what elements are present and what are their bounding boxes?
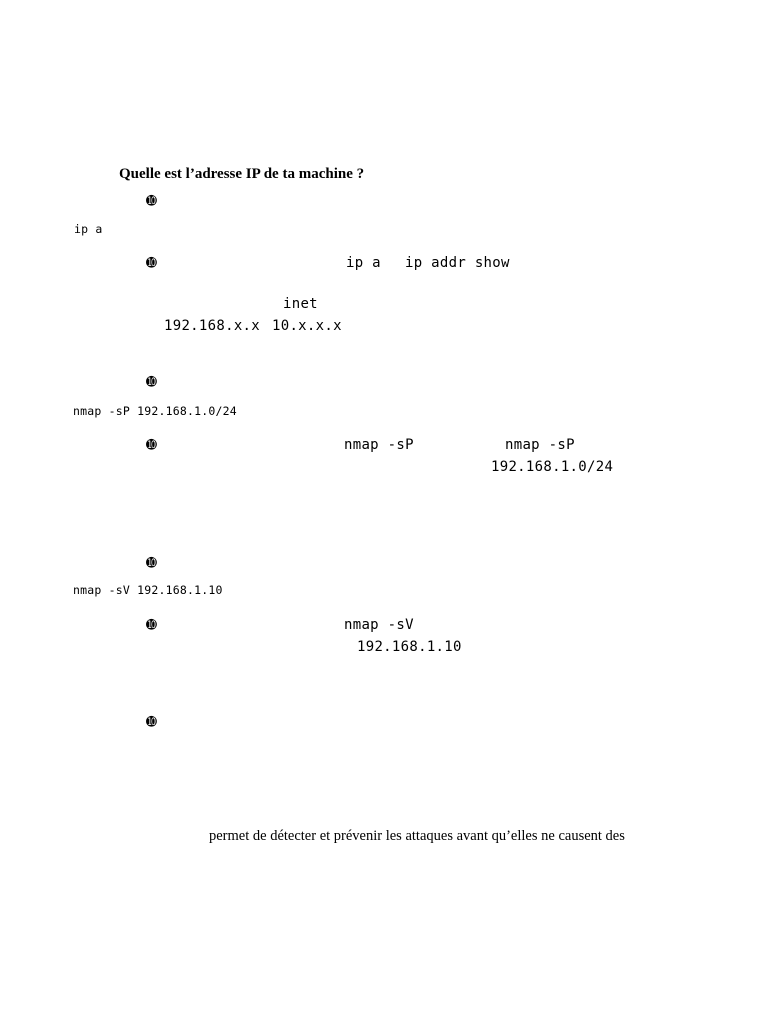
inline-ip-10: 10.x.x.x bbox=[272, 318, 342, 334]
inline-ip-a: ip a bbox=[346, 255, 381, 271]
command-nmap-sp: nmap -sP 192.168.1.0/24 bbox=[73, 404, 237, 418]
bullet-icon: ➓ bbox=[146, 556, 157, 571]
inline-ip-192: 192.168.x.x bbox=[164, 318, 261, 334]
bullet-icon: ➓ bbox=[146, 618, 157, 633]
inline-inet: inet bbox=[283, 296, 318, 312]
inline-nmap-sv: nmap -sV bbox=[344, 617, 414, 633]
inline-ip-addr-show: ip addr show bbox=[405, 255, 510, 271]
inline-nmap-sp: nmap -sP bbox=[505, 437, 575, 453]
bullet-icon: ➓ bbox=[146, 375, 157, 390]
inline-subnet: 192.168.1.0/24 bbox=[491, 459, 614, 475]
bullet-icon: ➓ bbox=[146, 256, 157, 271]
bullet-icon: ➓ bbox=[146, 438, 157, 453]
bullet-icon: ➓ bbox=[146, 715, 157, 730]
command-nmap-sv: nmap -sV 192.168.1.10 bbox=[73, 583, 223, 597]
closing-paragraph: permet de détecter et prévenir les attaques avant qu’elles ne causent des bbox=[209, 828, 625, 844]
inline-target-ip: 192.168.1.10 bbox=[357, 639, 462, 655]
inline-nmap-sp: nmap -sP bbox=[344, 437, 414, 453]
command-ip-a: ip a bbox=[74, 222, 103, 236]
question-heading: Quelle est l’adresse IP de ta machine ? bbox=[119, 166, 365, 182]
bullet-icon: ➓ bbox=[146, 194, 157, 209]
